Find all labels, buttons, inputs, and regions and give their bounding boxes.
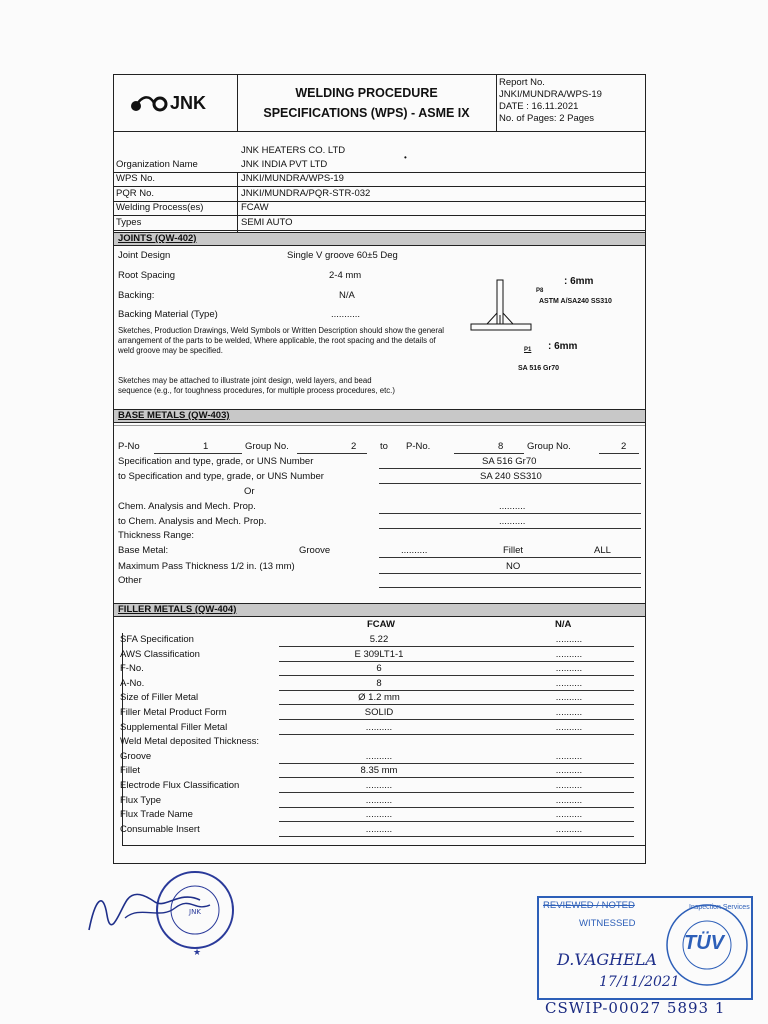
org-row-value: JNKI/MUNDRA/WPS-19: [241, 173, 344, 184]
svg-text:★: ★: [193, 948, 202, 958]
backing-material-label: Backing Material (Type): [118, 309, 218, 320]
root-spacing-label: Root Spacing: [118, 270, 176, 281]
inspection-stamp: [537, 896, 753, 1000]
report-info: [497, 75, 645, 131]
filler-row-label: Electrode Flux Classification: [120, 780, 240, 791]
filler-row-fcaw-value: E 309LT1-1: [354, 649, 404, 660]
filler-row-label: AWS Classification: [120, 649, 200, 660]
filler-row-fcaw-value: Ø 1.2 mm: [358, 692, 400, 703]
group-value: 2: [351, 441, 357, 452]
filler-col1-header: FCAW: [367, 619, 395, 630]
filler-row-na-value: ..........: [555, 649, 583, 660]
stamp-witnessed: WITNESSED: [579, 918, 636, 929]
report-no-label: Report No.: [499, 77, 545, 88]
chem-value: ..........: [499, 501, 526, 512]
report-no: JNKI/MUNDRA/WPS-19: [499, 89, 602, 100]
filler-row-fcaw-value: ..........: [365, 809, 393, 820]
org-row-value: FCAW: [241, 202, 269, 213]
filler-row-label: Supplemental Filler Metal: [120, 722, 228, 733]
document-title: [237, 75, 497, 131]
filler-row-fcaw-value: ..........: [365, 795, 393, 806]
filler-row-fcaw-value: ..........: [365, 780, 393, 791]
filler-row-fcaw-value: 8: [376, 678, 382, 689]
filler-col2-header: N/A: [555, 619, 572, 630]
org-row-label: Organization Name: [116, 159, 198, 170]
title-line2: SPECIFICATIONS (WPS) - ASME IX: [263, 106, 470, 120]
stamp-reviewed: REVIEWED / NOTED: [543, 900, 635, 911]
filler-row-fcaw-value: ..........: [365, 751, 393, 762]
filler-row-label: Consumable Insert: [120, 824, 200, 835]
joints-section-header: JOINTS (QW-402): [114, 232, 645, 246]
filler-row-fcaw-value: ..........: [365, 824, 393, 835]
filler-row-fcaw-value: 6: [376, 663, 382, 674]
filler-row-na-value: ..........: [555, 795, 583, 806]
org-row-label: Types: [116, 217, 142, 228]
pno-value: 1: [203, 441, 209, 452]
dot-mark: •: [404, 153, 407, 162]
filler-row-na-value: ..........: [555, 722, 583, 733]
sketch-note-2: Sketches may be attached to illustrate joint design, weld layers, and bead sequence (e.g., for toughness procedures, for multiple process procedures, etc.): [118, 376, 395, 395]
tuv-mark: TÜV: [684, 932, 724, 954]
chem-label: Chem. Analysis and Mech. Prop.: [118, 501, 256, 512]
tospec-value: SA 240 SS310: [480, 471, 542, 482]
other-label: Other: [118, 575, 142, 586]
groove-label: Groove: [299, 545, 331, 556]
org-row-value: JNKI/MUNDRA/PQR-STR-032: [241, 188, 371, 199]
fillet-value: ALL: [594, 545, 611, 556]
filler-row-na-value: ..........: [555, 765, 583, 776]
filler-row-na-value: ..........: [555, 780, 583, 791]
bottom-plate-thickness: : 6mm: [548, 341, 578, 352]
filler-row-label: Groove: [120, 751, 152, 762]
org-row-label: Welding Process(es): [116, 202, 204, 213]
group2-value: 2: [621, 441, 627, 452]
tochem-label: to Chem. Analysis and Mech. Prop.: [118, 516, 267, 527]
spec-label: Specification and type, grade, or UNS Number: [118, 456, 314, 467]
sketch-note-1: Sketches, Production Drawings, Weld Symbols or Written Description should show the general arrangement of the parts to be welded, Where applicable, the root spacing and the details of weld groove may be specified.: [118, 326, 445, 355]
wps-document: [113, 74, 646, 864]
filler-row-na-value: ..........: [555, 692, 583, 703]
groove-value: ..........: [401, 545, 428, 556]
bottom-plate-tag: P1: [524, 347, 532, 353]
filler-row-label: Weld Metal deposited Thickness:: [120, 736, 260, 747]
company-name: JNK HEATERS CO. LTD: [241, 145, 346, 156]
filler-row-fcaw-value: 5.22: [369, 634, 389, 645]
logo-text: JNK: [170, 93, 207, 113]
logo-area: [114, 75, 238, 131]
filler-row-na-value: ..........: [555, 678, 583, 689]
joint-design-value: Single V groove 60±5 Deg: [287, 250, 398, 261]
inspection-date: 17/11/2021: [599, 974, 680, 990]
base-metals-section-header: BASE METALS (QW-403): [114, 409, 645, 423]
pno2-label: P-No.: [406, 441, 431, 452]
filler-row-na-value: ..........: [555, 824, 583, 835]
backing-label: Backing:: [118, 290, 155, 301]
group-label: Group No.: [245, 441, 289, 452]
root-spacing-value: 2-4 mm: [329, 270, 362, 281]
filler-row-fcaw-value: 8.35 mm: [360, 765, 398, 776]
filler-metals-section-header: FILLER METALS (QW-404): [114, 603, 645, 617]
company-seal: [85, 860, 245, 960]
filler-row-label: Size of Filler Metal: [120, 692, 199, 703]
max-pass-value: NO: [506, 561, 521, 572]
filler-row-label: F-No.: [120, 663, 144, 674]
spec-value: SA 516 Gr70: [482, 456, 537, 467]
jnk-logo-icon: [128, 91, 168, 115]
filler-row-na-value: ..........: [555, 663, 583, 674]
org-row-label: PQR No.: [116, 188, 155, 199]
stamp-ring-text: Inspection Services: [689, 904, 750, 911]
org-row-value: SEMI AUTO: [241, 217, 293, 228]
filler-row-na-value: ..........: [555, 707, 583, 718]
pno2-value: 8: [498, 441, 504, 452]
svg-text:JNK: JNK: [189, 908, 201, 916]
backing-material-value: ...........: [331, 309, 361, 320]
top-plate-tag: P8: [536, 288, 544, 294]
cswip-number: CSWIP-00027 5893 1: [545, 999, 726, 1017]
title-line1: WELDING PROCEDURE: [295, 86, 438, 100]
inspector-name: D.VAGHELA: [557, 950, 657, 969]
filler-row-label: SFA Specification: [120, 634, 194, 645]
joint-design-label: Joint Design: [118, 250, 171, 261]
or-label: Or: [244, 486, 255, 497]
page-count: No. of Pages: 2 Pages: [499, 113, 595, 124]
max-pass-label: Maximum Pass Thickness 1/2 in. (13 mm): [118, 561, 295, 572]
filler-row-na-value: ..........: [555, 751, 583, 762]
filler-row-label: Fillet: [120, 765, 141, 776]
top-plate-material: ASTM A/SA240 SS310: [539, 298, 612, 305]
org-row-value: JNK INDIA PVT LTD: [241, 159, 328, 170]
filler-row-na-value: ..........: [555, 634, 583, 645]
group2-label: Group No.: [527, 441, 571, 452]
filler-row-fcaw-value: SOLID: [364, 707, 394, 718]
filler-row-fcaw-value: ..........: [365, 722, 393, 733]
base-metal-label: Base Metal:: [118, 545, 169, 556]
pno-label: P-No: [118, 441, 140, 452]
to-label: to: [380, 441, 388, 452]
filler-row-label: Flux Trade Name: [120, 809, 193, 820]
org-row-label: WPS No.: [116, 173, 156, 184]
top-plate-thickness: : 6mm: [564, 276, 594, 287]
bottom-plate-material: SA 516 Gr70: [518, 365, 559, 372]
filler-row-label: Flux Type: [120, 795, 162, 806]
report-date: DATE : 16.11.2021: [499, 101, 579, 112]
joint-sketch: [469, 275, 579, 345]
thickness-range-label: Thickness Range:: [118, 530, 195, 541]
tochem-value: ..........: [499, 516, 526, 527]
backing-value: N/A: [339, 290, 355, 301]
filler-row-label: A-No.: [120, 678, 145, 689]
fillet-label: Fillet: [503, 545, 524, 556]
filler-row-label: Filler Metal Product Form: [120, 707, 227, 718]
tospec-label: to Specification and type, grade, or UNS Number: [118, 471, 324, 482]
filler-row-na-value: ..........: [555, 809, 583, 820]
